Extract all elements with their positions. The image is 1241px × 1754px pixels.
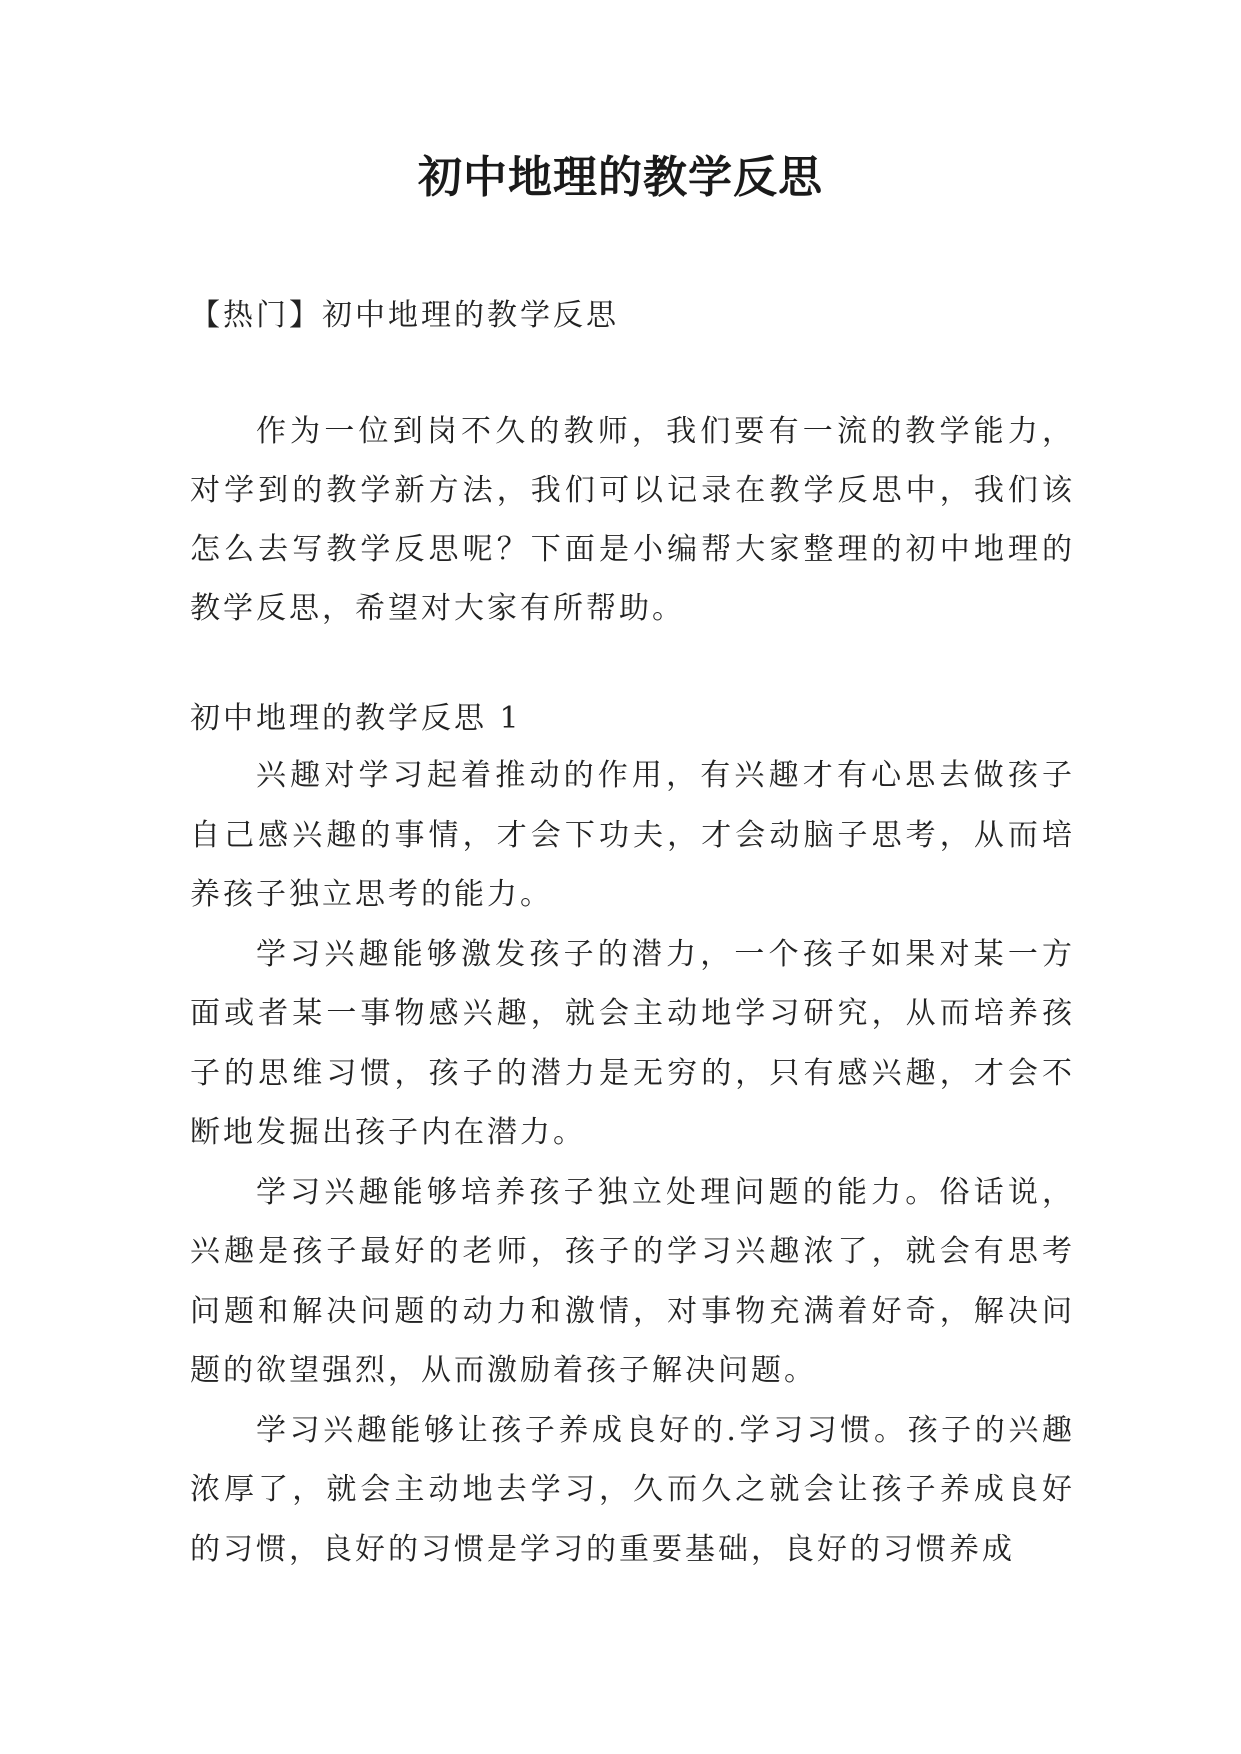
section-body	[190, 746, 1075, 1579]
section-heading: 初中地理的教学反思 1	[190, 701, 522, 736]
document-title: 初中地理的教学反思	[418, 152, 823, 203]
body-paragraph: 学习兴趣能够激发孩子的潜力，一个孩子如果对某一方面或者某一事物感兴趣，就会主动地学习研究，从而培养孩子的思维习惯，孩子的潜力是无穷的，只有感兴趣，才会不断地发掘出孩子内在潜力。	[190, 936, 1075, 1150]
body-paragraph: 学习兴趣能够培养孩子独立处理问题的能力。俗话说，兴趣是孩子最好的老师，孩子的学习兴趣浓了，就会有思考问题和解决问题的动力和激情，对事物充满着好奇，解决问题的欲望强烈，从而激励着孩子解决问题。	[190, 1174, 1075, 1388]
hot-label-line: 【热门】初中地理的教学反思	[190, 298, 619, 333]
body-paragraph: 兴趣对学习起着推动的作用，有兴趣才有心思去做孩子自己感兴趣的事情，才会下功夫，才会动脑子思考，从而培养孩子独立思考的能力。	[190, 758, 1075, 912]
intro-paragraph: 作为一位到岗不久的教师，我们要有一流的教学能力，对学到的教学新方法，我们可以记录在教学反思中，我们该怎么去写教学反思呢？下面是小编帮大家整理的初中地理的教学反思，希望对大家有所帮助。	[190, 414, 1075, 626]
body-paragraph: 学习兴趣能够让孩子养成良好的.学习习惯。孩子的兴趣浓厚了，就会主动地去学习，久而久之就会让孩子养成良好的习惯，良好的习惯是学习的重要基础，良好的习惯养成	[190, 1412, 1075, 1567]
